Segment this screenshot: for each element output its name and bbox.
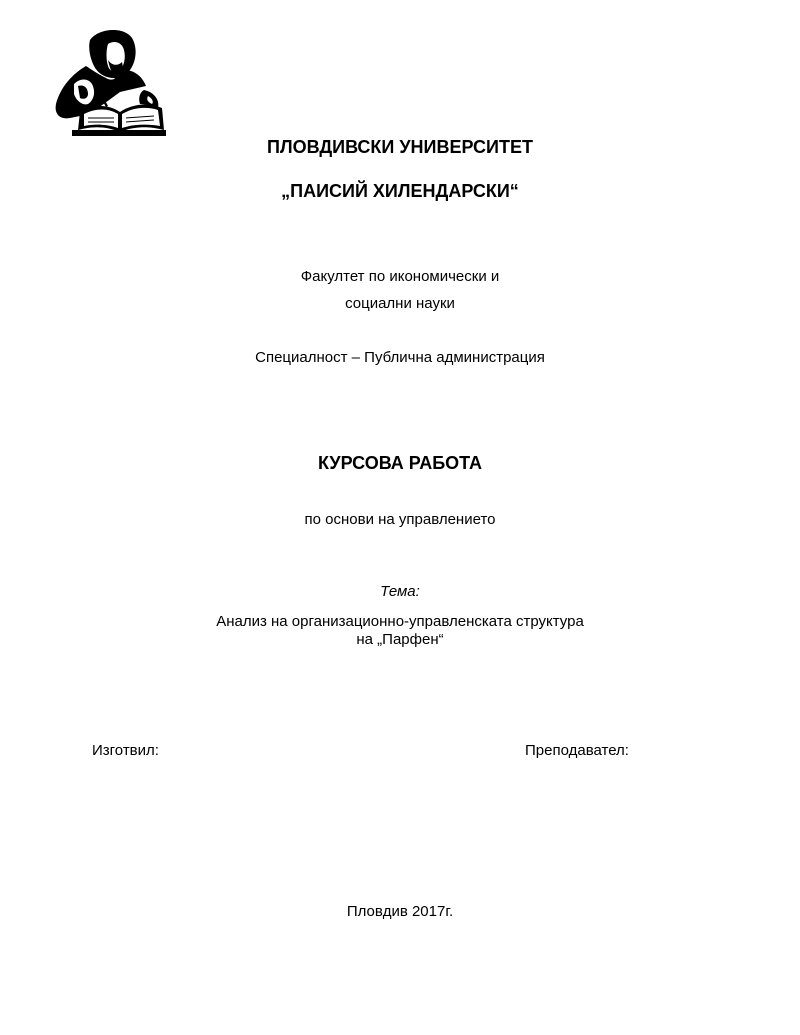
faculty-line-2: социални науки [345,295,455,312]
topic-label: Тема: [380,583,420,600]
university-name: ПЛОВДИВСКИ УНИВЕРСИТЕТ [267,137,533,157]
faculty-line-1: Факултет по икономически и [300,268,500,285]
teacher-label: Преподавател: [525,742,629,759]
specialty: Специалност – Публична администрация [255,349,545,366]
university-logo-icon [50,26,168,138]
topic-line-2: на „Парфен“ [356,631,444,648]
university-patron-name: „ПАИСИЙ ХИЛЕНДАРСКИ“ [281,181,519,201]
work-subject: по основи на управлението [304,511,496,528]
work-title: КУРСОВА РАБОТА [317,453,483,473]
topic-line-1: Анализ на организационно-управленската структура [216,613,584,630]
place-and-year: Пловдив 2017г. [346,903,454,920]
author-label: Изготвил: [92,742,159,759]
